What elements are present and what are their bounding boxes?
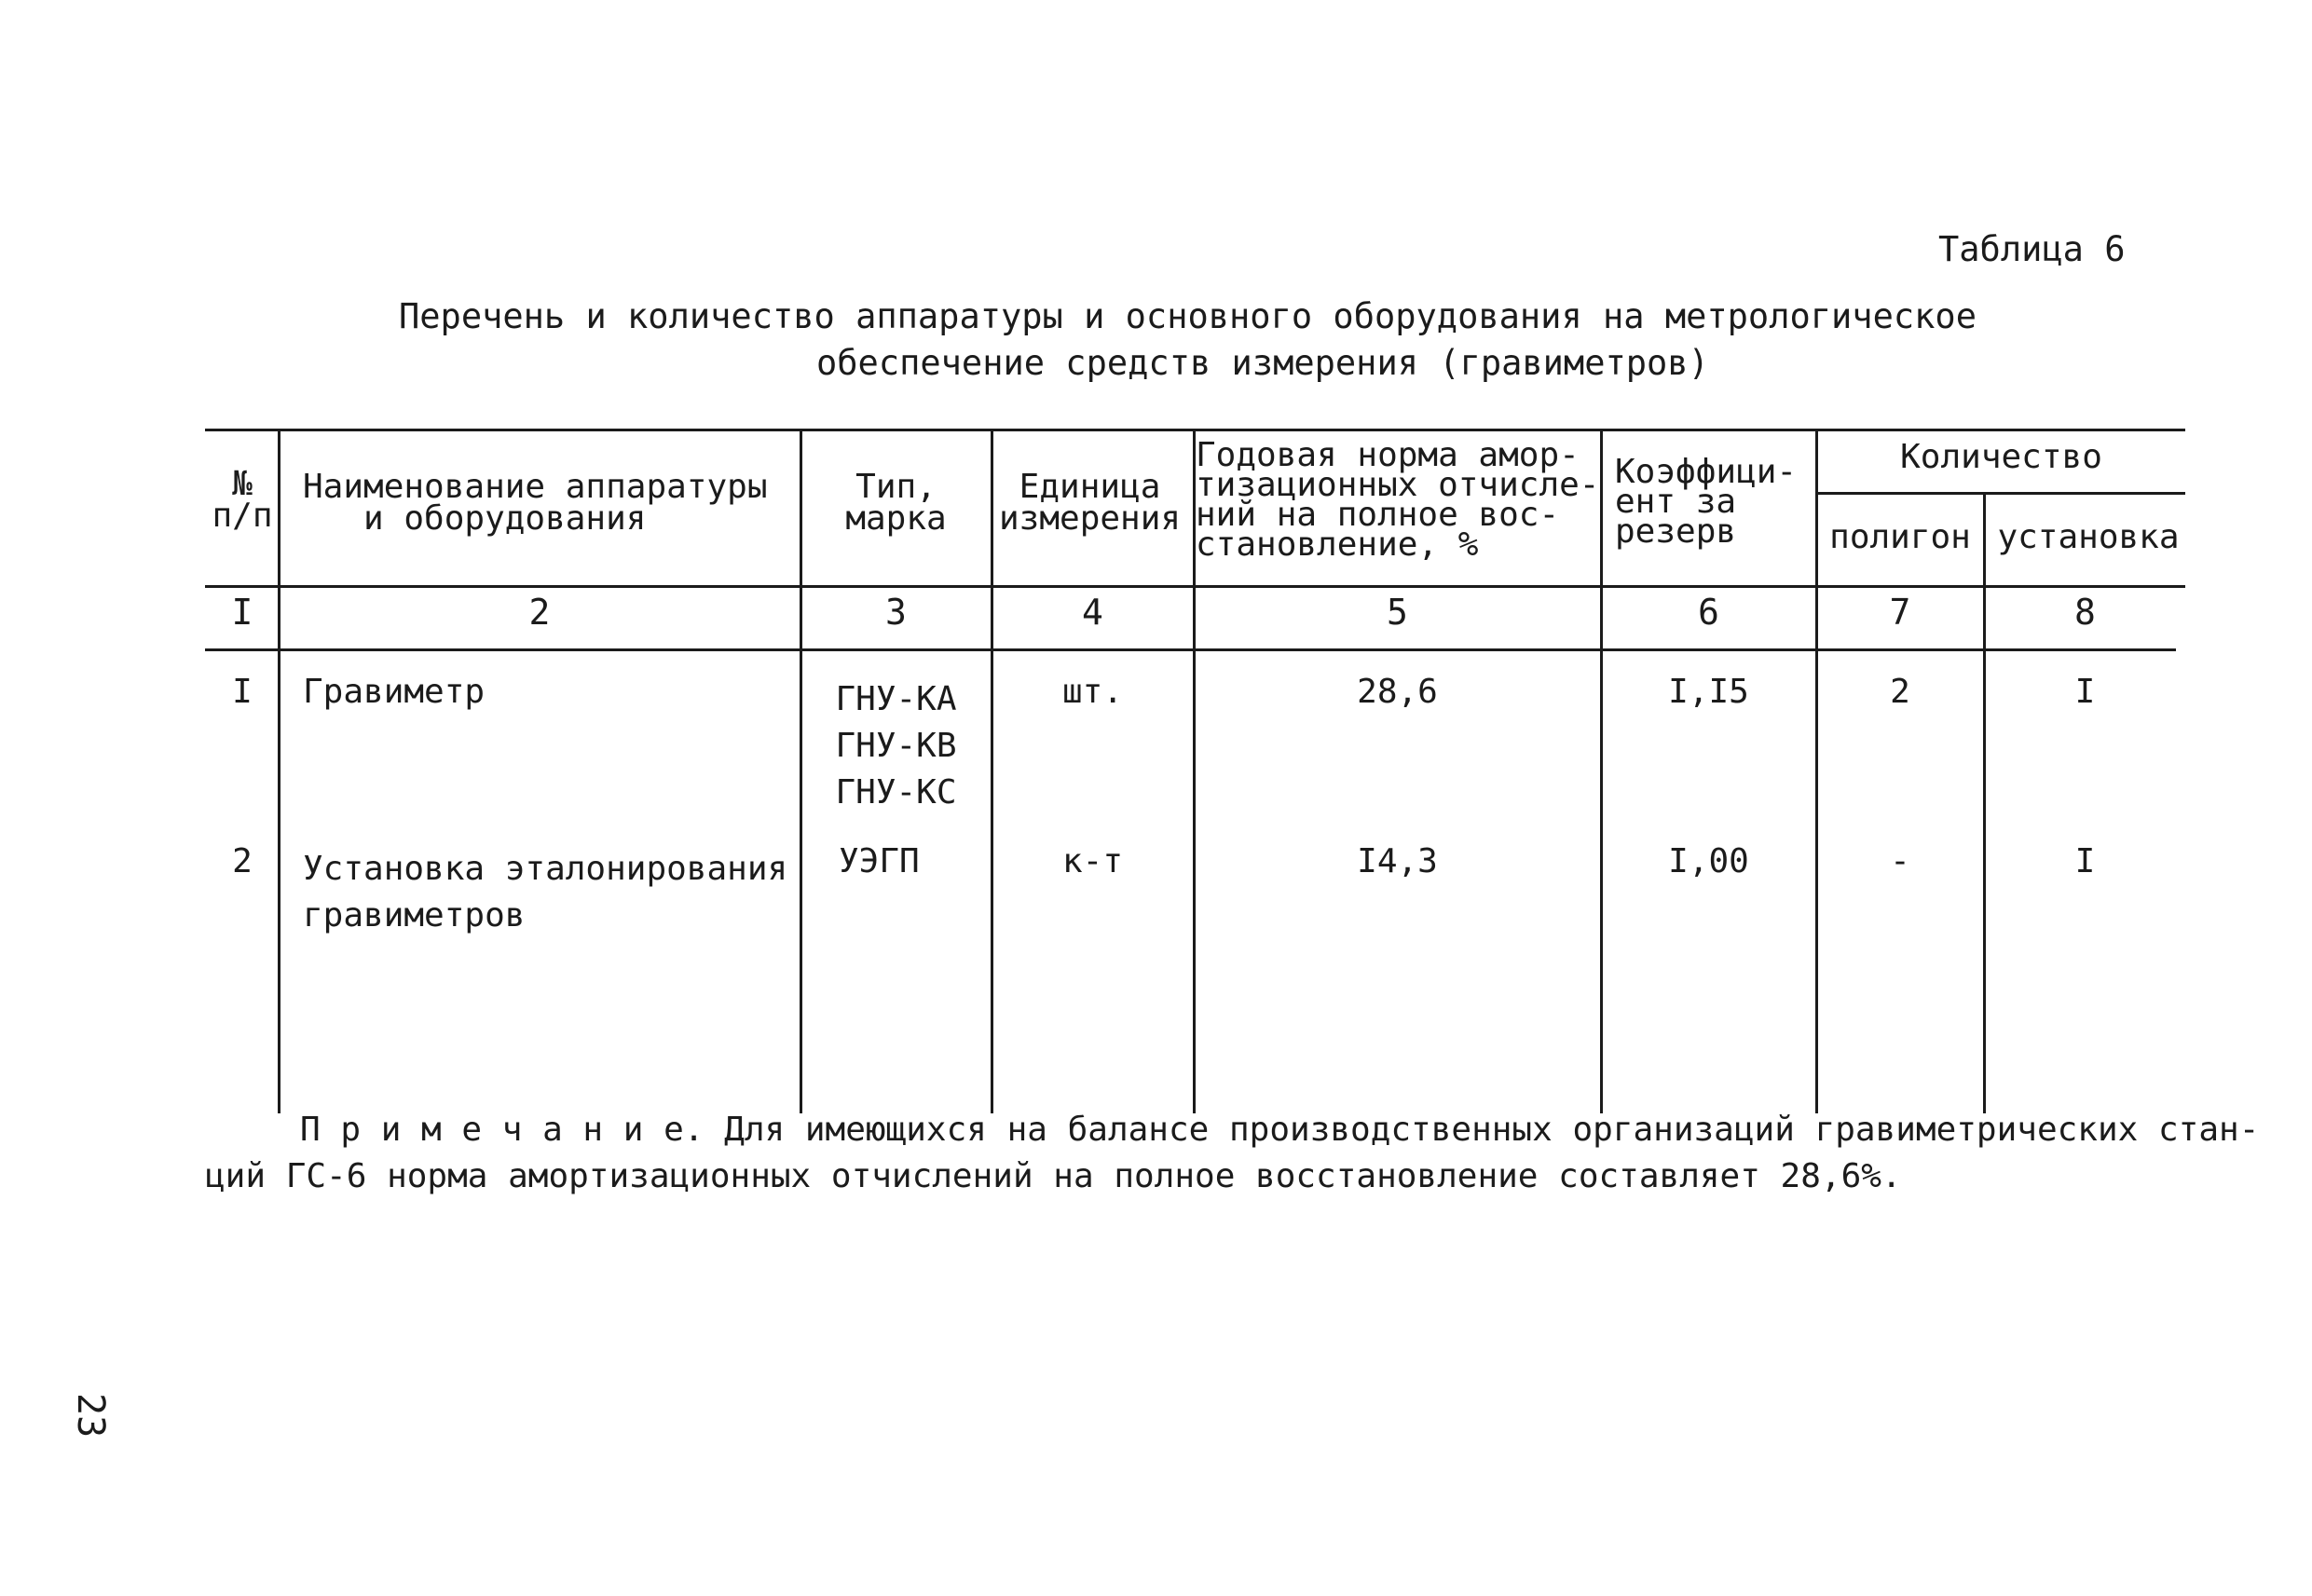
header-name: Наименование аппаратуры и оборудования [303, 468, 768, 538]
column-number-8: 8 [2074, 592, 2096, 633]
column-number-4: 4 [1082, 592, 1103, 633]
note-line-2: ций ГС-6 норма амортизационных отчислений на полное восстановление составляет 28,6%. [205, 1157, 1902, 1195]
column-number-3: 3 [885, 592, 907, 633]
row-type: УЭГП [839, 842, 920, 880]
header-coef: Коэффици- ент за резерв [1615, 453, 1798, 551]
col-divider-5 [1600, 429, 1603, 1113]
row-coef: I,00 [1668, 842, 1749, 880]
col-divider-7 [1983, 492, 1986, 1113]
row-number: 2 [232, 842, 253, 880]
column-number-1: I [231, 592, 253, 633]
header-polygon: полигон [1829, 518, 1971, 556]
row-name: Гравиметр [303, 673, 486, 711]
row-name: Установка эталонирования гравиметров [303, 850, 788, 934]
header-unit: Единица измерения [999, 468, 1182, 538]
column-number-6: 6 [1698, 592, 1719, 633]
quantity-sub-rule [1815, 492, 2185, 495]
column-number-7: 7 [1889, 592, 1911, 633]
table-label: Таблица 6 [1938, 229, 2126, 269]
row-polygon: 2 [1890, 673, 1910, 711]
row-number: I [232, 673, 253, 711]
table-title-line-1: Перечень и количество аппаратуры и основного оборудования на метрологическое [399, 296, 1977, 336]
table-title-line-2: обеспечение средств измерения (гравиметров) [816, 343, 1709, 383]
row-polygon: - [1890, 842, 1910, 880]
row-type: ГНУ-КА ГНУ-КВ ГНУ-КС [835, 680, 957, 812]
row-norm: 28,6 [1357, 673, 1438, 711]
row-coef: I,I5 [1668, 673, 1749, 711]
row-unit: шт. [1061, 673, 1124, 711]
row-norm: I4,3 [1357, 842, 1438, 880]
header-type: Тип, марка [845, 468, 947, 538]
header-install: установка [1997, 518, 2180, 556]
col-divider-1 [278, 429, 280, 1113]
column-number-5: 5 [1387, 592, 1408, 633]
note-line-1: П р и м е ч а н и е. Для имеющихся на балансе производственных организаций гравиметрических стан- [300, 1111, 2260, 1149]
column-number-2: 2 [528, 592, 551, 633]
header-number: № п/п [212, 465, 273, 535]
header-norm: Годовая норма амор- тизационных отчисле- ний на полное вос- становление, % [1196, 436, 1600, 564]
row-unit: к-т [1061, 842, 1124, 880]
column-numbers-rule [205, 648, 2176, 651]
row-install: I [2074, 842, 2096, 880]
col-divider-3 [991, 429, 993, 1113]
row-install: I [2074, 673, 2096, 711]
page-number: 23 [69, 1393, 112, 1439]
header-quantity: Количество [1900, 438, 2102, 476]
